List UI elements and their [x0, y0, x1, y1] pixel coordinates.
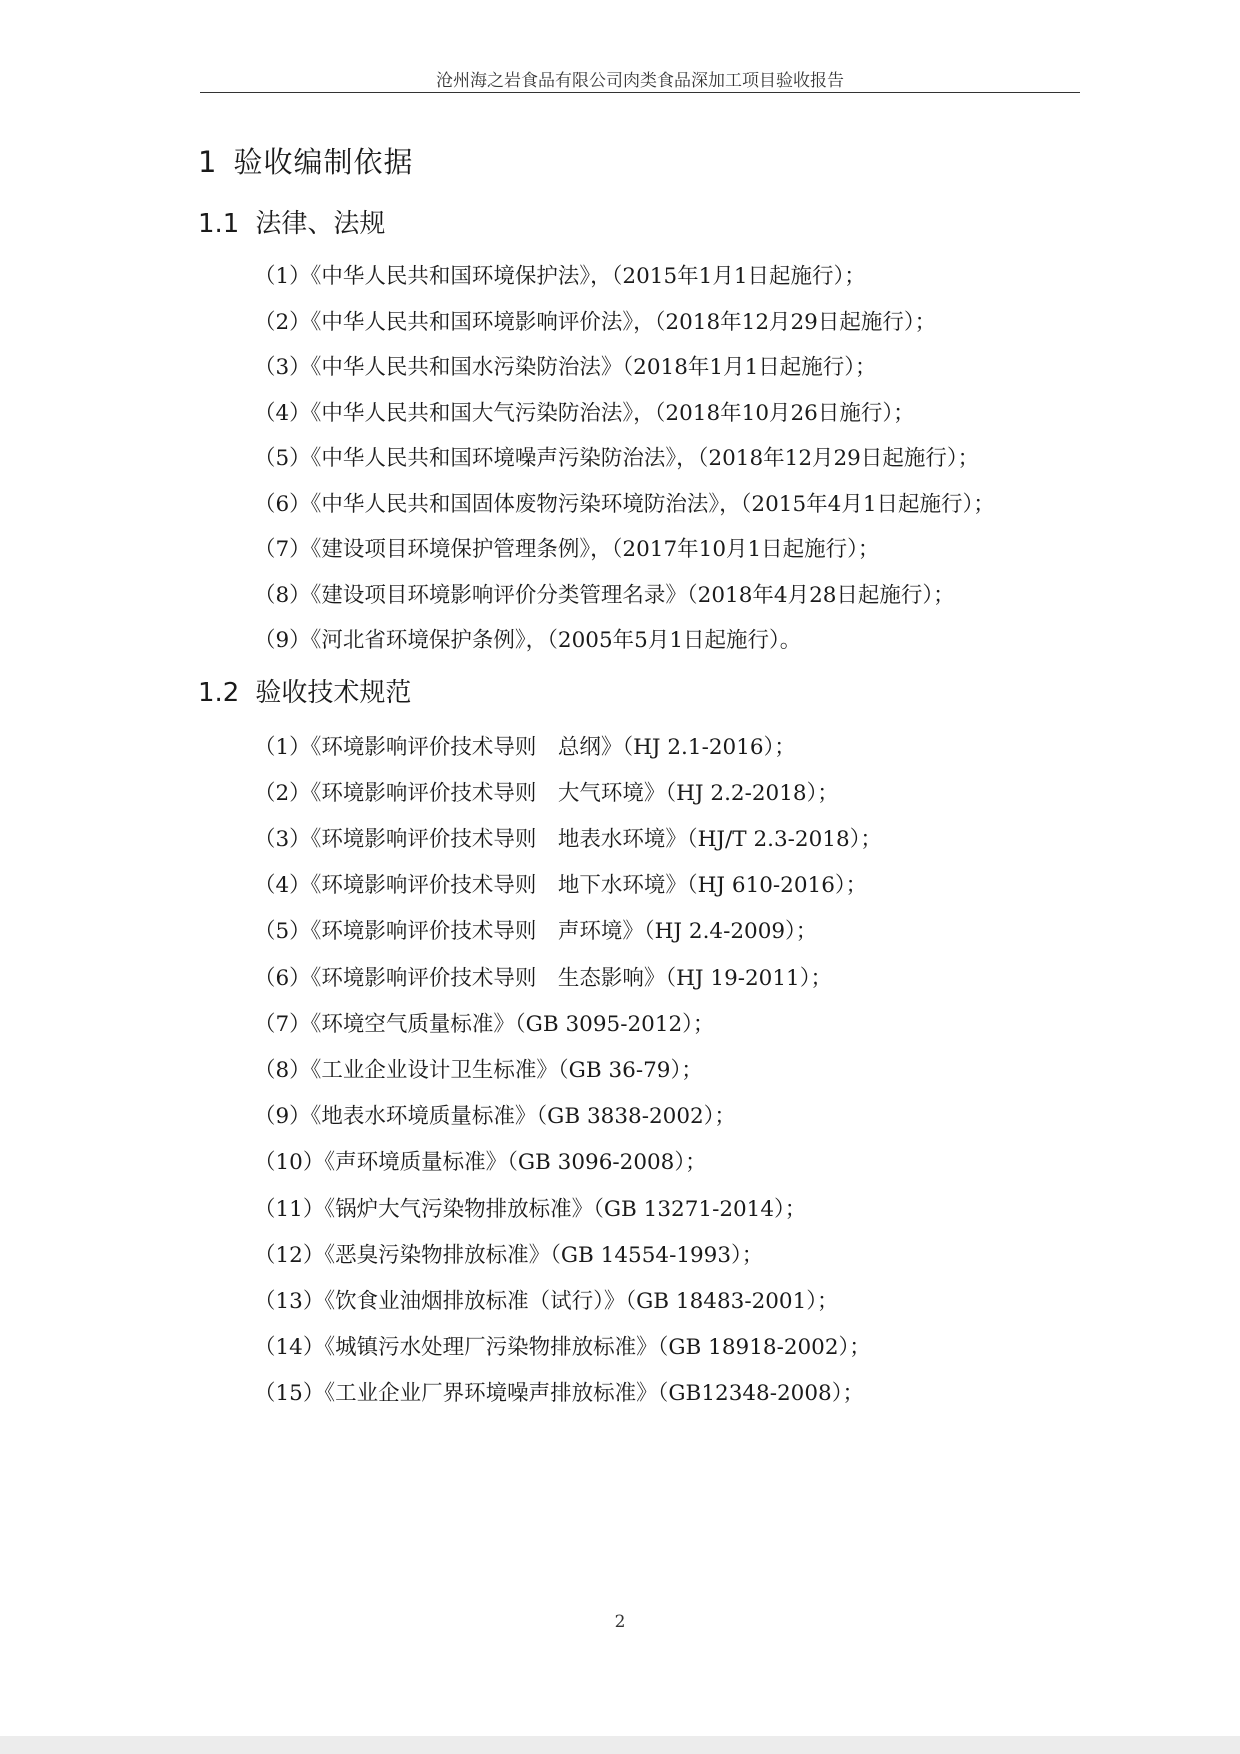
section-1-number: 1 — [198, 145, 218, 179]
section-1-1-heading — [198, 203, 1078, 240]
page-number: 2 — [614, 1612, 626, 1632]
standards-list — [198, 725, 1078, 1418]
standard-item: （6）《环境影响评价技术导则 生态影响》（HJ 19-2011）； — [254, 965, 832, 991]
section-1-1-title: 法律、法规 — [255, 209, 386, 239]
standard-item: （10）《声环境质量标准》（GB 3096-2008）； — [254, 1150, 707, 1176]
section-1-heading — [198, 140, 1078, 181]
page-header: 沧州海之岩食品有限公司肉类食品深加工项目验收报告 — [436, 71, 844, 91]
law-item: （5）《中华人民共和国环境噪声污染防治法》，（2018年12月29日起施行）； — [254, 446, 980, 471]
law-item: （9）《河北省环境保护条例》，（2005年5月1日起施行）。 — [254, 628, 802, 653]
standard-item: （9）《地表水环境质量标准》（GB 3838-2002）； — [254, 1104, 736, 1130]
standard-item: （14）《城镇污水处理厂污染物排放标准》（GB 18918-2002）； — [254, 1335, 871, 1361]
law-item: （8）《建设项目环境影响评价分类管理名录》（2018年4月28日起施行）； — [254, 582, 955, 608]
law-item: （7）《建设项目环境保护管理条例》，（2017年10月1日起施行）； — [254, 537, 880, 562]
laws-list — [198, 254, 1078, 664]
standard-item: （4）《环境影响评价技术导则 地下水环境》（HJ 610-2016）； — [254, 873, 868, 899]
standard-item: （13）《饮食业油烟排放标准（试行）》（GB 18483-2001）； — [254, 1288, 839, 1314]
law-item: （3）《中华人民共和国水污染防治法》（2018年1月1日起施行）； — [254, 355, 877, 380]
standard-item: （15）《工业企业厂界环境噪声排放标准》（GB12348-2008）； — [254, 1381, 864, 1407]
standard-item: （8）《工业企业设计卫生标准》（GB 36-79）； — [254, 1057, 703, 1083]
section-1-2-title: 验收技术规范 — [255, 677, 412, 708]
section-1-1-number: 1.1 — [198, 209, 240, 239]
standard-item: （1）《环境影响评价技术导则 总纲》（HJ 2.1-2016）； — [254, 734, 796, 760]
section-1-title: 验收编制依据 — [233, 145, 414, 179]
section-1-2-number: 1.2 — [198, 677, 240, 708]
law-item: （6）《中华人民共和国固体废物污染环境防治法》，（2015年4月1日起施行）； — [254, 491, 995, 517]
law-item: （1）《中华人民共和国环境保护法》，（2015年1月1日起施行）； — [254, 264, 866, 289]
section-1-2-heading — [198, 672, 1078, 709]
standard-item: （2）《环境影响评价技术导则 大气环境》（HJ 2.2-2018）； — [254, 780, 839, 806]
standard-item: （7）《环境空气质量标准》（GB 3095-2012）； — [254, 1011, 715, 1037]
header-rule — [200, 92, 1080, 93]
scan-edge-strip — [0, 1736, 1240, 1754]
standard-item: （3）《环境影响评价技术导则 地表水环境》（HJ/T 2.3-2018）； — [254, 826, 882, 852]
standard-item: （5）《环境影响评价技术导则 声环境》（HJ 2.4-2009）； — [254, 919, 818, 945]
standard-item: （11）《锅炉大气污染物排放标准》（GB 13271-2014）； — [254, 1196, 807, 1222]
law-item: （4）《中华人民共和国大气污染防治法》，（2018年10月26日施行）； — [254, 400, 915, 426]
document-body — [198, 140, 1078, 1418]
law-item: （2）《中华人民共和国环境影响评价法》，（2018年12月29日起施行）； — [254, 309, 937, 335]
standard-item: （12）《恶臭污染物排放标准》（GB 14554-1993）； — [254, 1242, 764, 1268]
